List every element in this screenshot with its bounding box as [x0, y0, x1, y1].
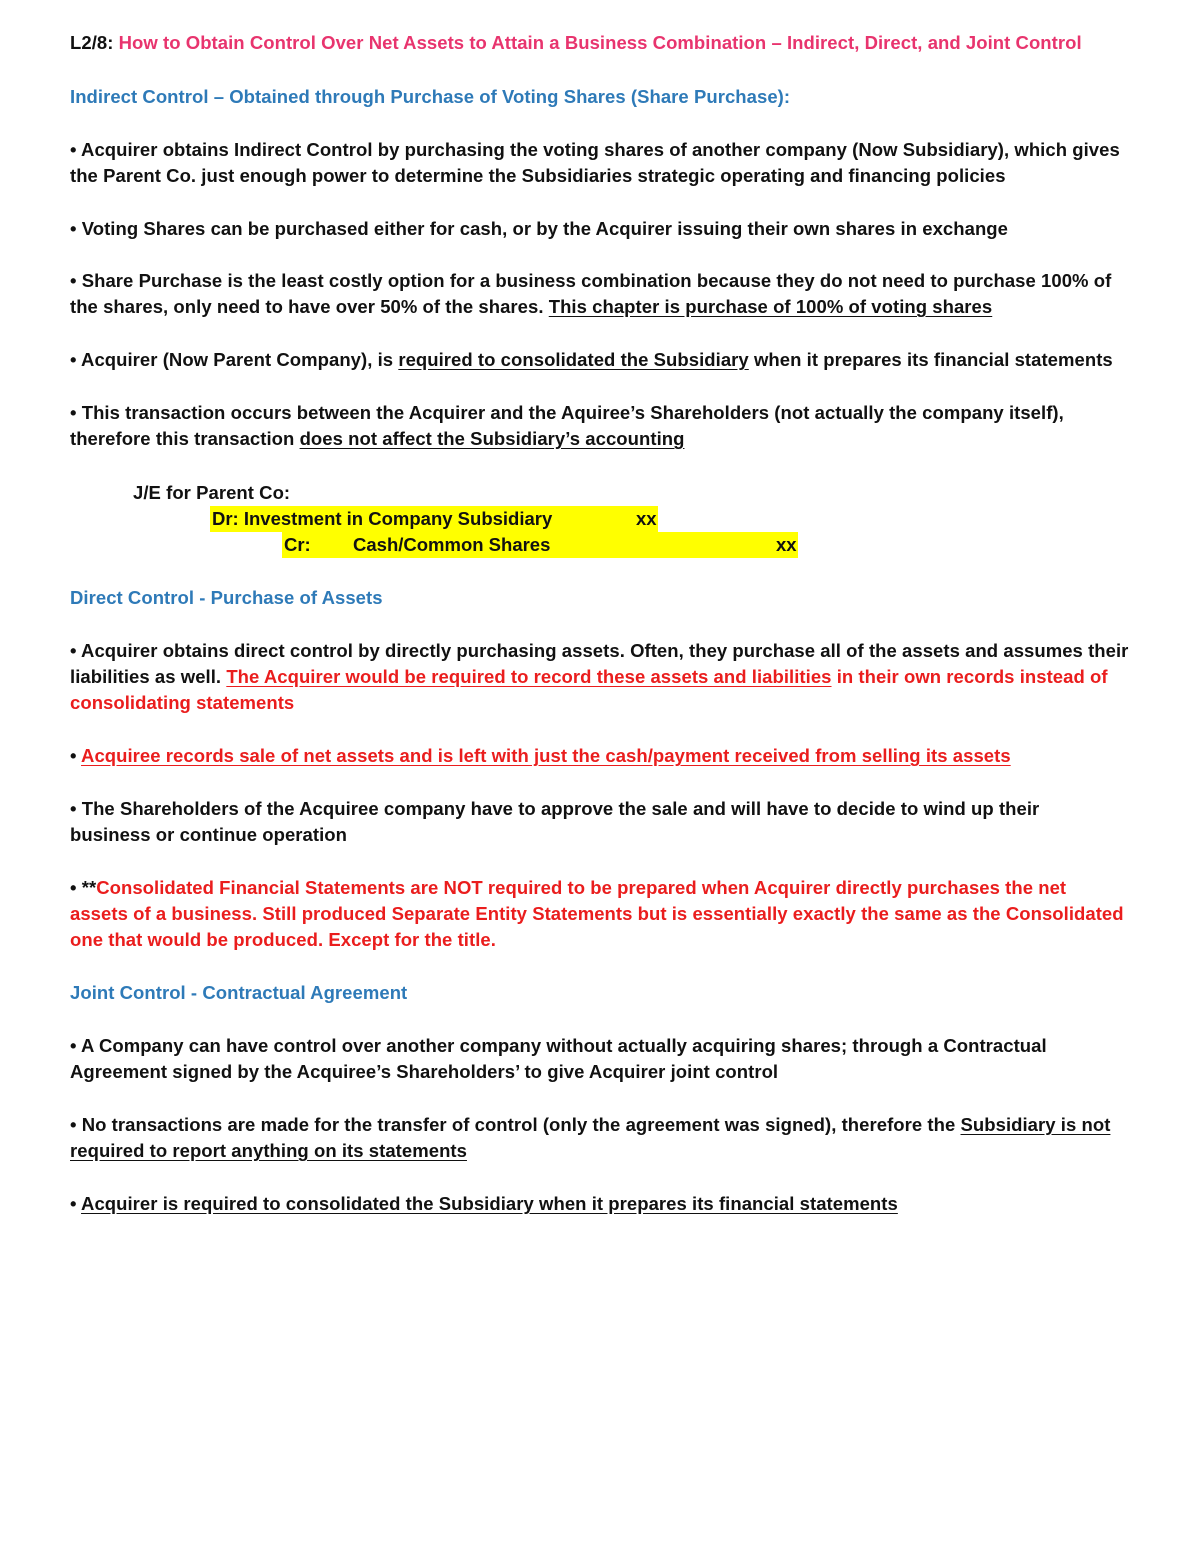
indirect-bullet-1-line-1: • Acquirer obtains Indirect Control by purchasing the voting shares of another company (Now Subsidiary), which gives — [70, 139, 1120, 160]
direct-bullet-4-line-2: assets of a business. Still produced Separate Entity Statements but is essentially exactly the same as the Consolidated — [70, 903, 1124, 924]
journal-debit-amount: xx — [636, 508, 657, 529]
joint-bullet-3-marker: • — [70, 1193, 82, 1214]
joint-bullet-2-line-1 — [70, 1112, 1150, 1138]
joint-bullet-3 — [70, 1191, 1150, 1217]
journal-credit-account: Cash/Common Shares — [353, 534, 551, 555]
direct-bullet-1-line-3: consolidating statements — [70, 692, 295, 713]
direct-bullet-4-line-1 — [70, 875, 1150, 901]
joint-control-heading: Joint Control - Contractual Agreement — [70, 982, 408, 1003]
direct-control-heading: Direct Control - Purchase of Assets — [70, 587, 383, 608]
direct-bullet-2 — [70, 743, 1150, 769]
journal-debit-line — [210, 506, 658, 532]
journal-credit-line — [282, 532, 798, 558]
indirect-bullet-4-text-a: • Acquirer (Now Parent Company), is — [70, 349, 399, 370]
indirect-bullet-2: • Voting Shares can be purchased either for cash, or by the Acquirer issuing their own shares in exchange — [70, 218, 1008, 239]
direct-bullet-2-marker: • — [70, 745, 82, 766]
joint-bullet-2-line-2 — [70, 1138, 1150, 1164]
direct-bullet-2-red-underlined: Acquiree records sale of net assets and is left with just the cash/payment received from selling its assets — [81, 745, 1011, 766]
journal-debit-account: Dr: Investment in Company Subsidiary — [212, 508, 553, 529]
indirect-bullet-5-line-1: • This transaction occurs between the Acquirer and the Aquiree’s Shareholders (not actually the company itself), — [70, 402, 1064, 423]
joint-bullet-2-underlined: Subsidiary is not — [960, 1114, 1111, 1135]
direct-bullet-1-red-underlined: The Acquirer would be required to record these assets and liabilities — [226, 666, 832, 687]
journal-credit-amount: xx — [776, 534, 797, 555]
indirect-bullet-5-line-2 — [70, 426, 1150, 452]
indirect-bullet-5-text: therefore this transaction — [70, 428, 300, 449]
indirect-bullet-3-line-1: • Share Purchase is the least costly option for a business combination because they do not need to purchase 100% of — [70, 270, 1112, 291]
indirect-bullet-4-text-b: when it prepares its financial statements — [748, 349, 1113, 370]
direct-bullet-4-line-3: one that would be produced. Except for the title. — [70, 929, 496, 950]
lesson-code: L2/8: — [70, 32, 114, 53]
joint-bullet-1-line-1: • A Company can have control over another company without actually acquiring shares; through a Contractual — [70, 1035, 1047, 1056]
journal-credit-label: Cr: — [284, 534, 311, 555]
indirect-bullet-3-underlined: This chapter is purchase of 100% of voting shares — [548, 296, 993, 317]
indirect-bullet-4 — [70, 347, 1150, 373]
direct-bullet-3-line-2: business or continue operation — [70, 824, 347, 845]
direct-bullet-1-line-2 — [70, 664, 1150, 690]
page-title — [70, 30, 1150, 56]
direct-bullet-1-text: liabilities as well. — [70, 666, 227, 687]
direct-bullet-1-line-1: • Acquirer obtains direct control by directly purchasing assets. Often, they purchase all of the assets and assumes their — [70, 640, 1129, 661]
joint-bullet-1-line-2: Agreement signed by the Acquiree’s Shareholders’ to give Acquirer joint control — [70, 1061, 779, 1082]
indirect-control-heading: Indirect Control – Obtained through Purchase of Voting Shares (Share Purchase): — [70, 86, 791, 107]
journal-entry-title: J/E for Parent Co: — [133, 482, 291, 503]
title-text: How to Obtain Control Over Net Assets to Attain a Business Combination – Indirect, Direct, and Joint Control — [113, 32, 1082, 53]
indirect-bullet-1-line-2: the Parent Co. just enough power to determine the Subsidiaries strategic operating and financing policies — [70, 165, 1006, 186]
joint-bullet-2-text: • No transactions are made for the transfer of control (only the agreement was signed), therefore the — [70, 1114, 961, 1135]
direct-bullet-4-marker: • ** — [70, 877, 97, 898]
direct-bullet-3-line-1: • The Shareholders of the Acquiree company have to approve the sale and will have to decide to wind up their — [70, 798, 1040, 819]
indirect-bullet-4-underlined: required to consolidated the Subsidiary — [398, 349, 749, 370]
indirect-bullet-5-underlined: does not affect the Subsidiary’s accounting — [299, 428, 685, 449]
joint-bullet-2-underlined-cont: required to report anything on its statements — [70, 1140, 467, 1161]
joint-bullet-3-underlined: Acquirer is required to consolidated the Subsidiary when it prepares its financial statements — [81, 1193, 898, 1214]
direct-bullet-1-red-text: in their own records instead of — [831, 666, 1108, 687]
direct-bullet-4-text: Consolidated Financial Statements are NOT required to be prepared when Acquirer directly purchases the net — [96, 877, 1067, 898]
indirect-bullet-3-line-2 — [70, 294, 1150, 320]
indirect-bullet-3-text: the shares, only need to have over 50% of the shares. — [70, 296, 549, 317]
